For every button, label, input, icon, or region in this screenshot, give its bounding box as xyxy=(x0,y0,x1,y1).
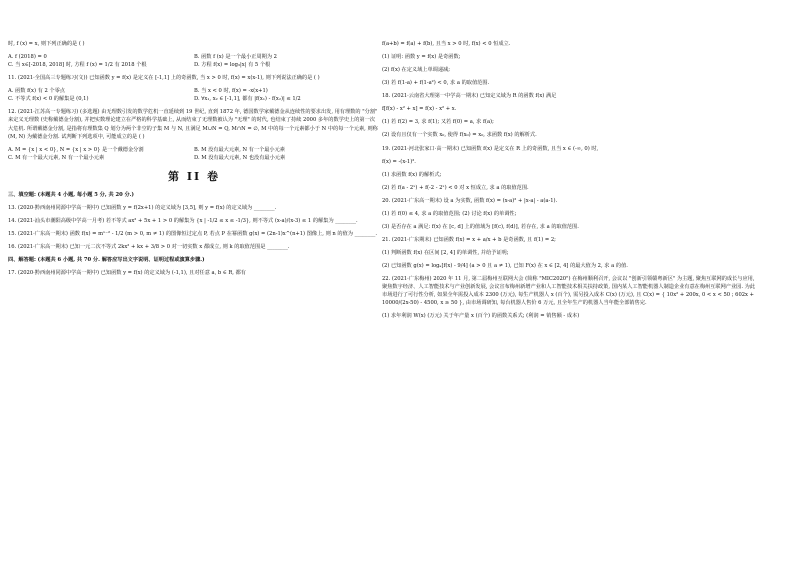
q17-stem: 17. (2020·黔西南州同源中学高一期中) 已知函数 y = f(x) 的定义域为 (-1,1), 且对任意 a, b ∈ R, 都有 xyxy=(8,270,246,277)
q13: 13. (2020·黔西南州同源中学高一期中) 已知函数 y = f(2x+1) 的定义域为 [3,5], 则 y = f(x) 的定义域为 ________. xyxy=(8,204,277,211)
q12-options xyxy=(8,146,380,162)
q12-stem: 12. (2021·江苏高一专题练习) (多选题) 由无理数引发的数学危机一直延续到 19 世纪, 直到 1872 年, 德国数学家戴德金从连续性的要求出发, 用有理数的 "分割" 来定义无理数 (史称戴德金分割), 并把实数理论建立在严格的科学基础上, 从而结束了无理数被认为 "无理" 的时代, 也结束了持续 2000 多年的数学史上的第一次大危机. 所谓戴德金分割, 是指将有理数集 Q 划分为两个非空的子集 M 与 N, 且满足 M∪N = Q, M∩N = ∅, M 中的每一个元素都小于 N 中的每一个元素, 则称 (M, N) 为戴德金分割. 试判断下列选项中, 可能成立的是 ( ) xyxy=(8,109,378,140)
q19-part-2: (2) 若 f(a - 2ˣ) + f(-2 - 2ˣ) < 0 对 x 恒成立, 求 a 的取值范围. xyxy=(382,184,529,191)
q18-stem: 18. (2021·云南省大理第一中学高一期末) 已知定义域为 R 的函数 f(x) 满足 xyxy=(382,93,557,100)
q10-option-b: B. 函数 f (x) 是一个最小正周期为 2 xyxy=(194,54,277,61)
section-title: 第 II 卷 xyxy=(168,169,220,183)
q15: 15. (2021·广东高一期末) 函数 f(x) = mˣ⁻² - 1/2 (m > 0, m ≠ 1) 的图像恒过定点 P, 若点 P 在幂函数 g(x) = (2n-1)x^(n+1) 图像上, 则 n 的值为 ________. xyxy=(8,230,378,237)
right-column xyxy=(382,40,758,325)
q20-part-3: (3) 是否存在 a 满足: f(x) 在 [c, d] 上的值域为 [f(c), f(d)], 若存在, 求 a 的取值范围. xyxy=(382,223,579,230)
q12-option-d: D. M 没有最大元素, N 也没有最小元素 xyxy=(194,154,286,161)
q11-option-d: D. ∀x₁, x₂ ∈ [-1,1], 都有 |f(x₁) - f(x₂)| ≤ 1/2 xyxy=(194,96,301,103)
q18-part-1: (1) 若 f(2) = 3, 求 f(1); 又若 f(0) = a, 求 f(a); xyxy=(382,119,494,126)
q10-tail: 时, f (x) = x, 则下列正确的是 ( ) xyxy=(8,41,85,47)
q18-part-2: (2) 设有且仅有一个实数 x₀, 使得 f(x₀) = x₀, 求函数 f(x) 的解析式. xyxy=(382,132,537,139)
q21-stem: 21. (2021·广东期末) 已知函数 f(x) = x + a/x + b 是奇函数, 且 f(1) = 2; xyxy=(382,236,556,243)
q12-option-c: C. M 有一个最大元素, N 有一个最小元素 xyxy=(8,154,105,161)
q10-option-d: D. 方程 f(x) = log₃|x| 有 5 个根 xyxy=(194,62,271,69)
q17-part-3: (3) 若 f(1-a) + f(1-a²) < 0, 求 a 的取值范围. xyxy=(382,80,490,87)
q19-part-1: (1) 求函数 f(x) 的解析式; xyxy=(382,171,442,178)
q17-part-1: (1) 证明: 函数 y = f(x) 是奇函数; xyxy=(382,54,461,61)
fill-in-heading: 三、填空题: (本题共 4 小题, 每小题 5 分, 共 20 分.) xyxy=(8,191,134,198)
q11-stem: 11. (2021·全国高三专题练习(文)) 已知函数 y = f(x) 是定义在 [-1,1] 上的奇函数, 当 x > 0 时, f(x) = x(x-1), 则下列说法正确的是 ( ) xyxy=(8,75,320,82)
q19-stem: 19. (2021·河北张家口·高一期末) 已知函数 f(x) 是定义在 R 上的奇函数, 且当 x ∈ (-∞, 0) 时, xyxy=(382,145,599,152)
q10-options xyxy=(8,53,380,69)
q18-equation: f[f(x) - x² + x] = f(x) - x² + x. xyxy=(382,106,457,113)
q10-option-c: C. 当 x∈[-2018, 2018] 时, 方程 f (x) = 1/2 有 2018 个根 xyxy=(8,62,147,69)
q11-option-c: C. 不等式 f(x) < 0 的解集是 (0,1) xyxy=(8,96,89,103)
q11-options xyxy=(8,87,380,103)
q12-option-b: B. M 没有最大元素, N 有一个最小元素 xyxy=(194,146,285,153)
q10-option-a: A. f (2018) = 0 xyxy=(8,54,47,61)
q19-equation: f(x) = -(x-1)². xyxy=(382,158,416,165)
q20-parts-1-2: (1) 若 f(0) ≤ 4, 求 a 的取值范围; (2) 讨论 f(x) 的单调性; xyxy=(382,210,517,217)
q20-stem: 20. (2021·广东高一期末) 设 a 为实数, 函数 f(x) = (x-a)² + |x-a| - a(a-1). xyxy=(382,197,558,204)
q12-option-a: A. M = {x | x < 0}, N = {x | x > 0} 是一个戴德金分割 xyxy=(8,146,144,153)
q16: 16. (2021·广东高一期末) 已知一元二次不等式 2kx² + kx + 3/8 > 0 对一切实数 x 都成立, 则 k 的取值范围是 ________. xyxy=(8,244,290,251)
q11-option-b: B. 当 x < 0 时, f(x) = -x(x+1) xyxy=(194,88,268,95)
answer-heading: 四、解答题: (本题共 6 小题, 共 70 分. 解答应写出文字说明、证明过程或演算步骤.) xyxy=(8,257,205,264)
q21-part-2: (2) 已知函数 g(x) = logₐ[f(x) - 9/4] (a > 0 且 a ≠ 1), 已知 F(x) 在 x ∈ [2, 4] 的最大值为 2, 求 a 的值. xyxy=(382,263,628,270)
q17-continued: f(a+b) = f(a) + f(b), 且当 x > 0 时, f(x) < 0 恒成立. xyxy=(382,41,511,47)
left-column xyxy=(8,40,380,282)
q11-option-a: A. 函数 f(x) 有 2 个零点 xyxy=(8,88,65,95)
q22-part-1: (1) 求年利润 W(x) (万元) 关于年产量 x (百个) 的函数关系式; (利润 = 销售额 - 成本) xyxy=(382,313,580,320)
q21-part-1: (1) 判断函数 f(x) 在区间 [2, 4] 的单调性, 并给予证明; xyxy=(382,250,509,256)
q17-part-2: (2) f(x) 在定义域上单调递减; xyxy=(382,67,450,74)
q22-stem: 22. (2021·广东梅州) 2020 年 11 月, 第二届梅州互联网大会 (简称 "MIC2020") 在梅州顺利召开, 会议以 "创新引领赣粤新区" 为主题, 聚焦互联网的成长与应用, 聚焦数字经济、人工智能技术与产业创新发展, 会议宣布梅州新增产业和人工智能技术相关扶持政策, 国内某人工智能机器人制造企业有意在梅州互联网产业园. 为此市场进行了可行性分析, 如果全年需投入成本 2300 (万元), 每生产机器人 x (百个), 需另投入成本 C(x) (万元), 且 C(x) = { 10x² + 200x, 0 < x < 50 ; 602x + 10000/(2x-50) - 4500, x ≥ 50 }, 由市场调研知, 每台机器人售价 6 万元, 且全年生产的机器人当年能全部销售完. xyxy=(382,276,756,307)
q14: 14. (2021·汕头市潮阳高级中学高一月考) 若不等式 ax² + 5x + 1 > 0 的解集为 {x | -1/2 ≤ x ≤ -1/3}, 则不等式 (x-a)/(x-3) ≤ 1 的解集为 ________. xyxy=(8,217,358,224)
